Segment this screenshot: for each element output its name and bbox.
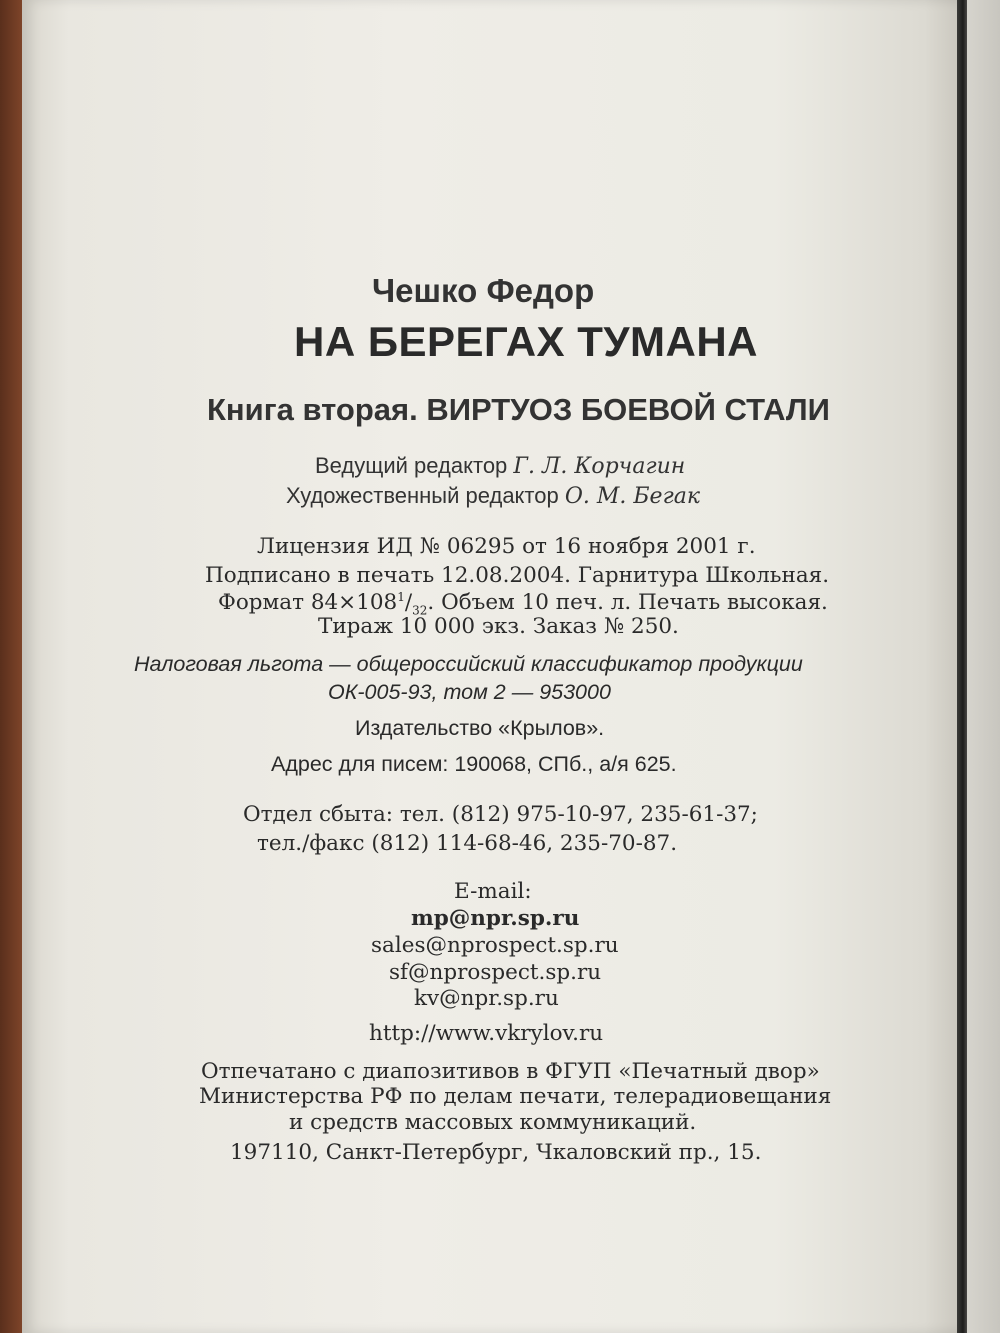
sales-line-2: тел./факс (812) 114-68-46, 235-70-87. xyxy=(257,831,678,856)
book-subtitle xyxy=(207,392,830,428)
lead-editor-name: Г. Л. Корчагин xyxy=(513,454,686,479)
address-line: Адрес для писем: 190068, СПб., а/я 625. xyxy=(271,752,677,776)
email-kv: kv@npr.sp.ru xyxy=(414,986,559,1011)
format-line: Формат $84\times 108^1/_{32}$. Объем 10 печ. л. Печать высокая. xyxy=(218,590,828,618)
sales-line-1: Отдел сбыта: тел. (812) 975-10-97, 235-61-37; xyxy=(243,802,758,827)
format-sub: 32 xyxy=(412,603,428,618)
email-sf: sf@nprospect.sp.ru xyxy=(389,960,602,985)
publisher-line: Издательство «Крылов». xyxy=(355,716,605,740)
subtitle-prefix: Книга вторая. xyxy=(207,392,418,427)
lead-editor-line xyxy=(315,453,685,479)
art-editor-role: Художественный редактор xyxy=(286,483,559,508)
tax-line-1: Налоговая льгота — общероссийский классификатор продукции xyxy=(134,652,803,676)
printer-line-2: Министерства РФ по делам печати, телерадиовещания xyxy=(199,1084,832,1109)
format-sup: 1 xyxy=(397,590,405,604)
art-editor-line xyxy=(286,483,700,509)
license-line: Лицензия ИД № 06295 от 16 ноября 2001 г. xyxy=(257,534,756,559)
format-prefix: Формат 84×108 xyxy=(218,590,398,616)
printer-line-4: 197110, Санкт-Петербург, Чкаловский пр., 15. xyxy=(230,1140,762,1165)
email-label: E-mail: xyxy=(454,879,532,904)
book-title: НА БЕРЕГАХ ТУМАНА xyxy=(294,318,758,365)
email-sales: sales@nprospect.sp.ru xyxy=(371,933,619,958)
website-line: http://www.vkrylov.ru xyxy=(369,1021,604,1046)
art-editor-name: О. М. Бегак xyxy=(564,484,700,509)
printer-line-1: Отпечатано с диапозитивов в ФГУП «Печатный двор» xyxy=(201,1059,820,1084)
printer-line-3: и средств массовых коммуникаций. xyxy=(289,1110,697,1135)
tax-line-2: ОК-005-93, том 2 — 953000 xyxy=(328,680,611,704)
format-suffix: . Объем 10 печ. л. Печать высокая. xyxy=(427,590,828,616)
author-name: Чешко Федор xyxy=(372,272,595,309)
next-page-edge xyxy=(967,0,1000,1333)
signed-line: Подписано в печать 12.08.2004. Гарнитура Школьная. xyxy=(205,563,830,588)
run-line: Тираж 10 000 экз. Заказ № 250. xyxy=(318,614,679,639)
email-mp: mp@npr.sp.ru xyxy=(411,906,580,931)
book-gutter xyxy=(957,0,967,1333)
lead-editor-role: Ведущий редактор xyxy=(315,453,508,478)
subtitle-main: ВИРТУОЗ БОЕВОЙ СТАЛИ xyxy=(426,392,830,427)
